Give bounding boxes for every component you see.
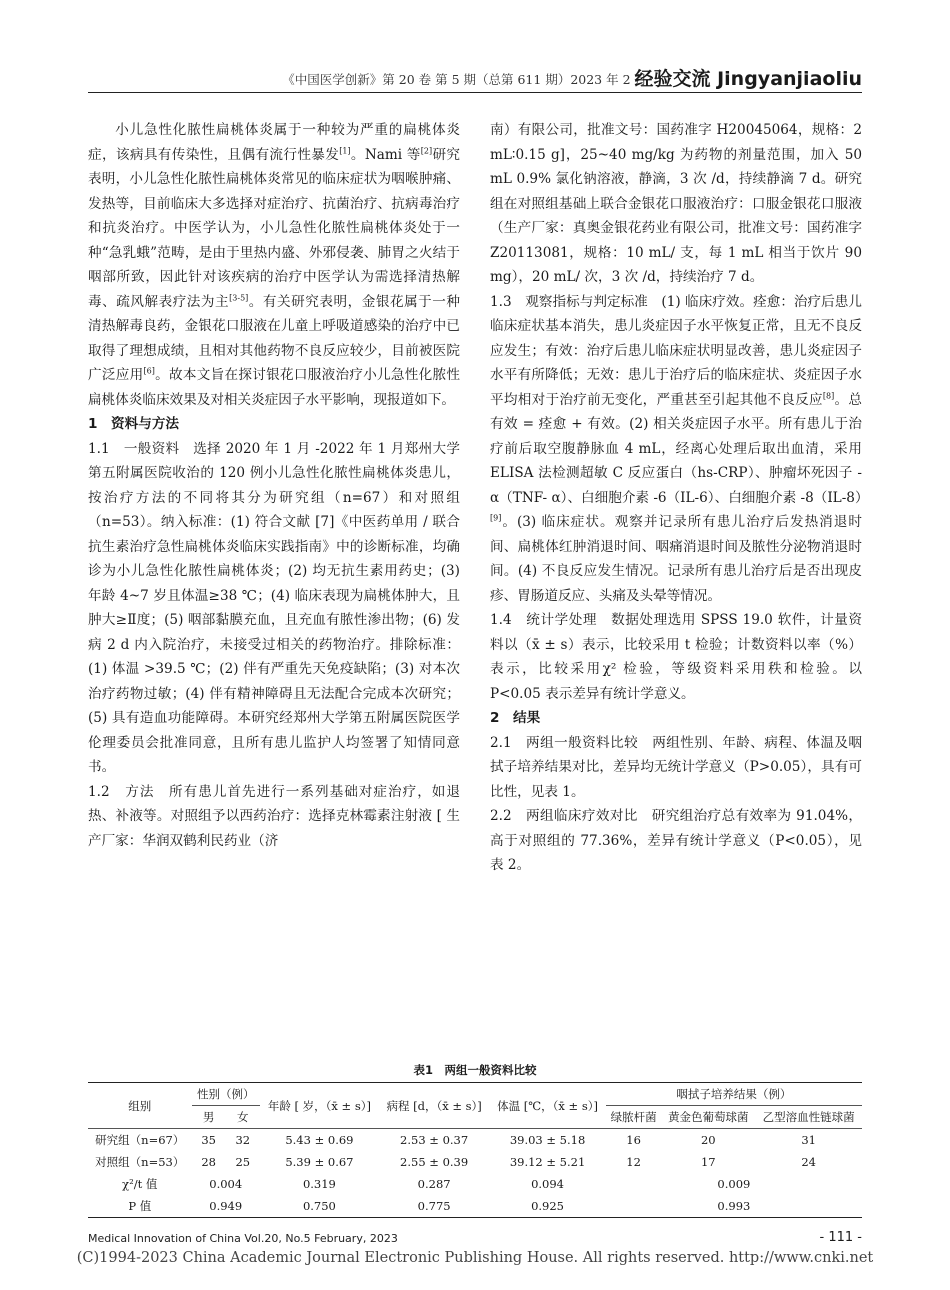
results-general-paragraph: 2.1 两组一般资料比较 两组性别、年龄、病程、体温及咽拭子培养结果对比，差异均无统计学意义（P>0.05），具有可比性，见表 1。 [490, 734, 862, 800]
copyright-notice: (C)1994-2023 China Academic Journal Electronic Publishing House. All rights reserved. http://www.cnki.net [76, 1250, 874, 1266]
col-header-female: 女 [237, 1110, 249, 1124]
section-heading-methods: 1 资料与方法 [88, 416, 180, 432]
indicators-paragraph: 1.3 观察指标与判定标准 (1) 临床疗效。痊愈：治疗后患儿临床症状基本消失，患儿炎症因子水平恢复正常，且无不良反应发生；有效：治疗后患儿临床症状明显改善，患儿炎症因子水平有所降低；无效：患儿于治疗后的临床症状、炎症因子水平均相对于治疗前无变化，严重甚至引起其他不良反应[8]。总有效 = 痊愈 + 有效。(2) 相关炎症因子水平。所有患儿于治疗前后取空腹静脉血 4 mL，经离心处理后取出血清，采用 ELISA 法检测超敏 C 反应蛋白（hs-CRP）、肿瘤坏死因子 - α（TNF- α）、白细胞介素 -6（IL-6）、白细胞介素 -8（IL-8）[9]。(3) 临床症状。观察并记录所有患儿治疗后发热消退时间、扁桃体红肿消退时间、咽痛消退时间及脓性分泌物消退时间。(4) 不良反应发生情况。记录所有患儿治疗后是否出现皮疹、胃肠道反应、头痛及头晕等情况。 [490, 293, 869, 604]
col-header-pseudomonas: 绿脓杆菌 [610, 1110, 657, 1124]
methods-paragraph: 1.2 方法 所有患儿首先进行一系列基础对症治疗，如退热、补液等。对照组予以西药治疗：选择克林霉素注射液 [ 生产厂家：华润双鹤利民药业（济 [88, 783, 460, 849]
header-journal-info: 《中国医学创新》第 20 卷 第 5 期（总第 611 期）2023 年 2 月 [282, 72, 647, 87]
table-1 [88, 1062, 862, 1218]
table-row-stat: χ²/t 值 0.004 0.319 0.287 0.094 0.009 [122, 1177, 751, 1191]
col-header-course: 病程 [d，（x̄ ± s）] [386, 1098, 482, 1113]
table-row-pvalue: P 值 0.949 0.750 0.775 0.925 0.993 [88, 1195, 862, 1218]
running-header [88, 62, 862, 93]
statistics-paragraph: 1.4 统计学处理 数据处理选用 SPSS 19.0 软件，计量资料以（x̄ ± s）表示，比较采用 t 检验；计数资料以率（%）表示，比较采用χ² 检验，等级资料采用秩和检验。以 P<0.05 表示差异有统计学意义。 [490, 612, 862, 702]
intro-paragraph: 小儿急性化脓性扁桃体炎属于一种较为严重的扁桃体炎症，该病具有传染性，且偶有流行性暴发[1]。Nami 等[2]研究表明，小儿急性化脓性扁桃体炎常见的临床症状为咽喉肿痛、发热等，目前临床大多选择对症治疗、抗菌治疗、抗病毒治疗和抗炎治疗。中医学认为，小儿急性化脓性扁桃体炎处于一种“急乳蛾”范畴，是由于里热内盛、外邪侵袭、肺胃之火结于咽部所致，因此针对该疾病的治疗中医学认为需选择清热解毒、疏风解表疗法为主[3-5]。有关研究表明，金银花属于一种清热解毒良药，金银花口服液在儿童上呼吸道感染的治疗中已取得了理想成绩，且相对其他药物不良反应较少，目前被医院广泛应用[6]。故本文旨在探讨银花口服液治疗小儿急性化脓性扁桃体炎临床效果及对相关炎症因子水平影响，现报道如下。 [88, 122, 461, 408]
footer-journal: Medical Innovation of China Vol.20, No.5 February, 2023 [88, 1232, 398, 1245]
general-data-paragraph: 1.1 一般资料 选择 2020 年 1 月 -2022 年 1 月郑州大学第五附属医院收治的 120 例小儿急性化脓性扁桃体炎患儿，按治疗方法的不同将其分为研究组（n=67）和对照组（n=53）。纳入标准：(1) 符合文献 [7]《中医药单用 / 联合抗生素治疗急性扁桃体炎临床实践指南》中的诊断标准，均确诊为小儿急性化脓性扁桃体炎；(2) 均无抗生素用药史；(3) 年龄 4~7 岁且体温≥38 ℃；(4) 临床表现为扁桃体肿大，且肿大≥Ⅱ度；(5) 咽部黏膜充血，且充血有脓性渗出物；(6) 发病 2 d 内入院治疗，未接受过相关的药物治疗。排除标准：(1) 体温 >39.5 ℃；(2) 伴有严重先天免疫缺陷；(3) 对本次治疗药物过敏；(4) 伴有精神障碍且无法配合完成本次研究；(5) 具有造血功能障碍。本研究经郑州大学第五附属医院医学伦理委员会批准同意，且所有患儿监护人均签署了知情同意书。 [88, 440, 460, 775]
right-column [490, 118, 869, 878]
table-title: 表1 两组一般资料比较 [413, 1063, 537, 1077]
col-header-male: 男 [202, 1110, 215, 1124]
general-data-table [88, 1082, 862, 1218]
section-heading-results: 2 结果 [490, 710, 541, 726]
results-efficacy-paragraph: 2.2 两组临床疗效对比 研究组治疗总有效率为 91.04%，高于对照组的 77.36%，差异有统计学意义（P<0.05），见表 2。 [490, 808, 862, 873]
left-column [88, 118, 460, 853]
col-header-sex: 性别（例） [192, 1083, 260, 1106]
col-header-group: 组别 [128, 1098, 152, 1113]
table-row: 对照组（n=53） 28 25 5.39 ± 0.67 2.55 ± 0.39 39.12 ± 5.21 12 17 24 [95, 1155, 816, 1169]
col-header-culture: 咽拭子培养结果（例） [606, 1083, 862, 1106]
methods-continued: 南）有限公司，批准文号：国药准字 H20045064，规格：2 mL∶0.15 g]，25~40 mg/kg 为药物的剂量范围，加入 50 mL 0.9% 氯化钠溶液，静滴，3 次 /d，持续静滴 7 d。研究组在对照组基础上联合金银花口服液治疗：口服金银花口服液（生产厂家：真奥金银花药业有限公司，批准文号：国药准字 Z20113081，规格：10 mL/ 支，每 1 mL 相当于饮片 90 mg），20 mL/ 次，3 次 /d，持续治疗 7 d。 [490, 122, 862, 285]
col-header-temp: 体温 [℃，（x̄ ± s）] [497, 1098, 598, 1113]
col-header-strep: 乙型溶血性链球菌 [762, 1110, 855, 1124]
header-section-title: 经验交流 Jingyanjiaoliu [634, 68, 862, 90]
table-row: 研究组（n=67） 35 32 5.43 ± 0.69 2.53 ± 0.37 39.03 ± 5.18 16 20 31 [95, 1133, 816, 1147]
col-header-age: 年龄 [ 岁，（x̄ ± s）] [267, 1098, 371, 1113]
page-number: - 111 - [819, 1230, 862, 1245]
col-header-staph: 黄金色葡萄球菌 [668, 1110, 749, 1124]
